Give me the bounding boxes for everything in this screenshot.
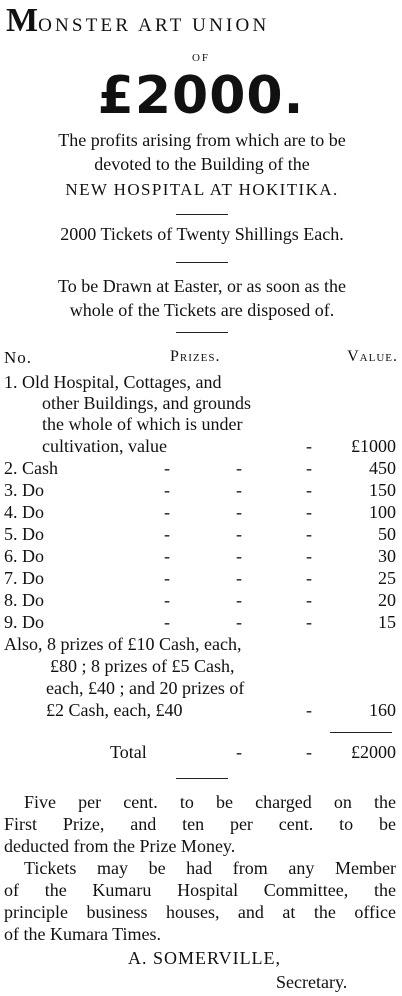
- col-no: No.: [4, 348, 33, 367]
- tickets-line: 2000 Tickets of Twenty Shillings Each.: [60, 224, 344, 244]
- also-prizes-value: 160: [369, 700, 396, 720]
- divider: [176, 214, 228, 215]
- intro-line-1: The profits arising from which are to be: [58, 130, 346, 150]
- title-rest: ONSTER ART UNION: [38, 15, 270, 36]
- footer-p2-line-3: principle business houses, and at the office: [4, 902, 396, 922]
- divider: [176, 778, 228, 779]
- total-value: £2000: [351, 742, 396, 762]
- footer-p1-line-3: deducted from the Prize Money.: [4, 836, 236, 856]
- signature-name: A. SOMERVILLE,: [128, 948, 282, 968]
- col-prizes: Prizes.: [170, 348, 221, 365]
- signature-title: Secretary.: [276, 972, 348, 992]
- footer-p2-line-1: Tickets may be had from any Member: [24, 858, 396, 878]
- first-prize-value: £1000: [351, 436, 396, 456]
- drawing-line-2: whole of the Tickets are disposed of.: [69, 300, 335, 320]
- advertisement: MONSTER ART UNION OF £2000. The profits arising from which are to be devoted to the Building of the NEW HOSPITAL AT HOKITIKA. 2000 Tickets of Twenty Shillings Each. To be Drawn at Easter, or as soon as the whole of the Tickets are disposed of. No. Prizes. Value. 1. Old Hospital, Cottages, and other Buildings, and grounds the whole of which is under cultivation, value - £1000 2. Cash - - - 450 3. Do - - - 150 4. Do - - - 100 5. Do - - - 50 6. Do - - - 30 7. Do - - - 25 8. Do - - - 20 9. Do - - - 15 Also, 8 prizes of £10 Cash, each, £80 ; 8 prizes of £5 Cash, each, £40 ; and 20 prizes of £2 Cash, each, £40 - 160 Total - - £2000 Five per cent. to be charged on the First Prize, and ten per cent. to be deducted from the Prize Money. Tickets may be had from any Member of the Kumaru Hospital Committee, the principle business houses, and at the office of the Kumara Times. A. SOMERVILLE, Secretary.: [0, 0, 402, 996]
- total-label: Total: [110, 742, 147, 762]
- prize-amount-heading: £2000.: [97, 66, 305, 126]
- footer-p2-line-4: of the Kumara Times.: [4, 924, 161, 944]
- intro-hospital: NEW HOSPITAL AT HOKITIKA.: [65, 180, 339, 199]
- col-value: Value.: [347, 348, 398, 365]
- footer-p1-line-2: First Prize, and ten per cent. to be: [4, 814, 396, 834]
- footer-p1-line-1: Five per cent. to be charged on the: [24, 792, 396, 812]
- drawing-line-1: To be Drawn at Easter, or as soon as the: [58, 276, 346, 296]
- divider: [176, 332, 228, 333]
- divider: [176, 262, 228, 263]
- intro-line-2: devoted to the Building of the: [94, 154, 310, 174]
- footer-p2-line-2: of the Kumaru Hospital Committee, the: [4, 880, 396, 900]
- title-of: OF: [191, 52, 211, 64]
- title-initial: M: [6, 2, 39, 39]
- advert-title: [6, 2, 398, 40]
- sum-rule: [330, 732, 392, 733]
